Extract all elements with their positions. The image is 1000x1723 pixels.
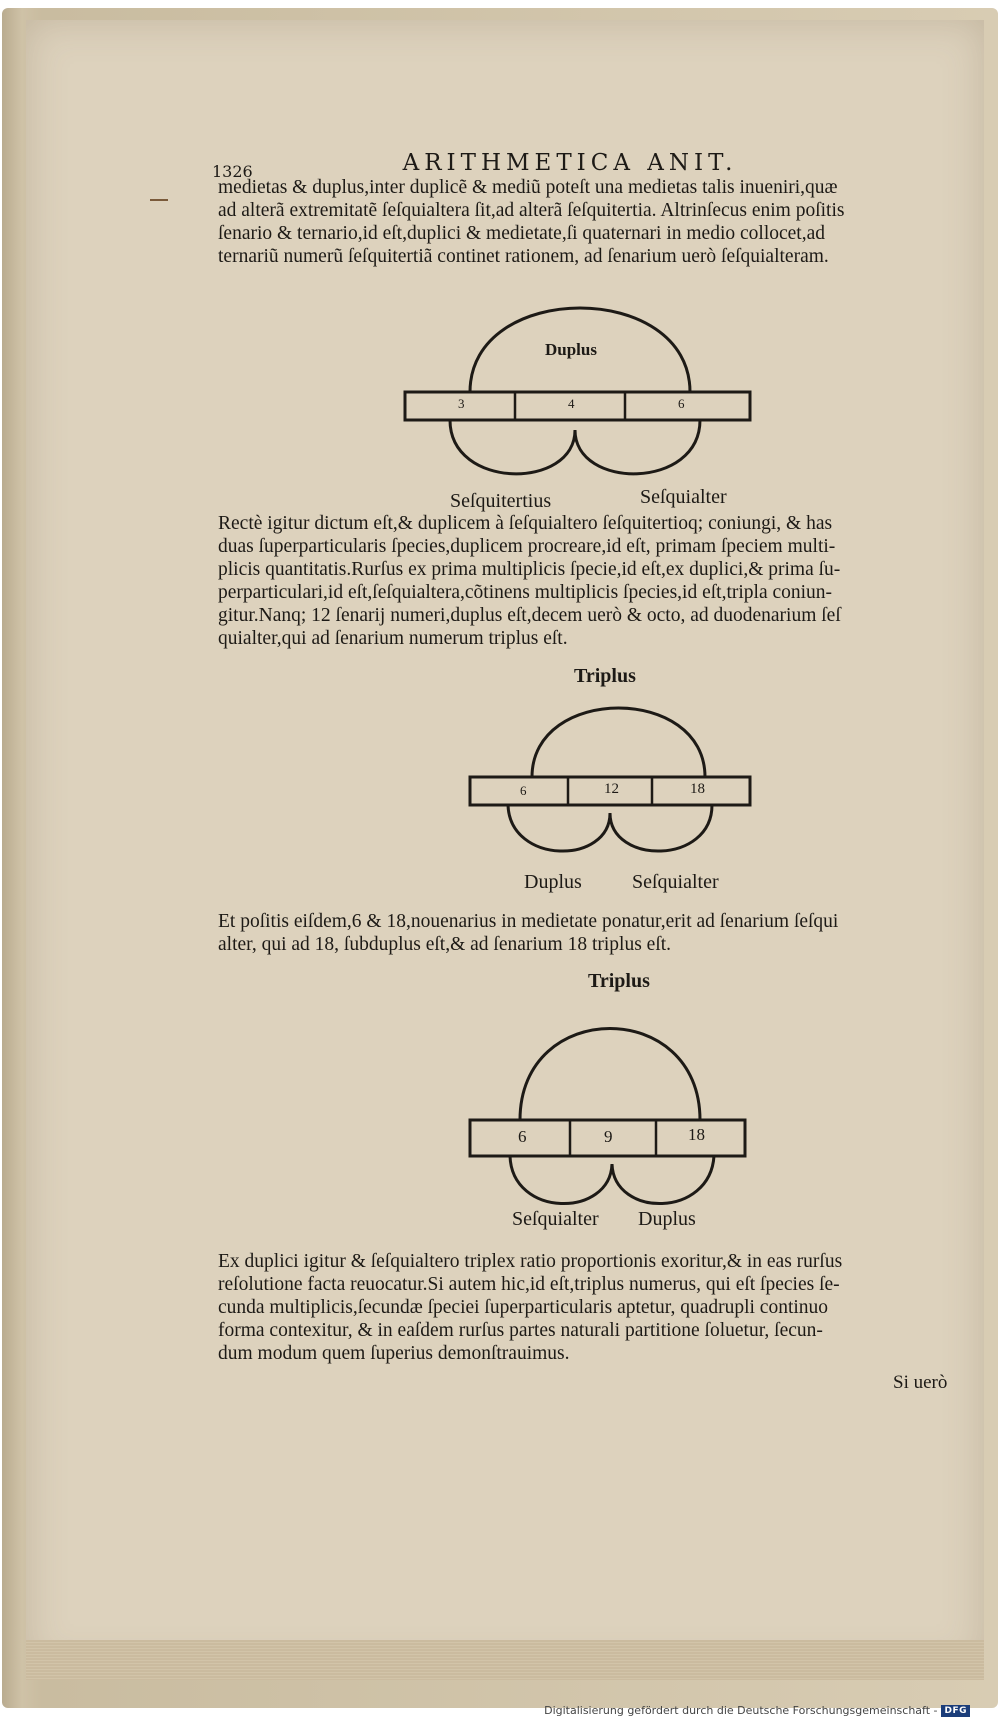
text-line: reſolutione facta reuocatur.Si autem hic,id eſt,triplus numerus, qui eſt ſpecies ſe- [218, 1274, 840, 1295]
page-edges [26, 1640, 984, 1680]
text-line: forma contexitur, & in eaſdem rurſus partes naturali partitione ſoluetur, ſecun- [218, 1320, 823, 1341]
paragraph-4 [218, 1250, 930, 1365]
text-line: medietas & duplus,inter duplicẽ & mediũ poteſt una medietas talis inueniri,quæ [218, 177, 838, 198]
margin-mark [150, 199, 168, 201]
text-line: duas ſuperparticularis ſpecies,duplicem procreare,id eſt, primam ſpeciem multi- [218, 536, 836, 557]
paragraph-1 [218, 176, 930, 268]
figure-triplus-1 [470, 665, 770, 893]
figure-triplus-1-drawing [470, 665, 770, 865]
text-line: alter, qui ad 18, ſubduplus eſt,& ad ſenarium 18 triplus eſt. [218, 934, 672, 955]
figure-bottom-right-label: Duplus [638, 1208, 696, 1230]
catchword: Si uerò [893, 1372, 948, 1393]
figure-cell-value: 6 [518, 1127, 527, 1146]
text-line: Et poſitis eiſdem,6 & 18,nouenarius in medietate ponatur,erit ad ſenarium ſeſqui [218, 911, 839, 932]
text-line: cunda multiplicis,ſecundæ ſpeciei ſuperparticularis aptetur, quadrupli continuo [218, 1297, 829, 1318]
figure-cell-value: 6 [520, 783, 527, 798]
figure-bottom-right-label: Seſquialter [640, 486, 727, 508]
credit-text: Digitalisierung gefördert durch die Deutsche Forschungsgemeinschaft - [544, 1704, 938, 1717]
figure-cell-value: 9 [604, 1127, 613, 1146]
figure-duplus-drawing [400, 300, 780, 500]
text-line: quialter,qui ad ſenarium numerum triplus eſt. [218, 628, 568, 649]
figure-bottom-right-label: Seſquialter [632, 871, 719, 893]
figure-cell-value: 3 [458, 396, 465, 411]
figure-cell-value: 18 [688, 1125, 705, 1144]
figure-cell-value: 6 [678, 396, 685, 411]
figure-top-label: Triplus [574, 665, 636, 687]
digitization-credit [544, 1704, 970, 1717]
page-number: 1326 [212, 162, 253, 181]
text-line: dum modum quem ſuperius demonſtrauimus. [218, 1343, 570, 1364]
figure-top-label: Duplus [545, 340, 597, 359]
text-line: perparticulari,id eſt,ſeſquialtera,cõtinens multiplicis ſpecies,id eſt,tripla coniun- [218, 582, 833, 603]
figure-top-label: Triplus [588, 970, 650, 992]
figure-cell-value: 12 [604, 781, 619, 797]
text-line: gitur.Nanq; 12 ſenarij numeri,duplus eſt,decem uerò & octo, ad duodenarium ſeſ [218, 605, 841, 626]
figure-bottom-left-label: Seſquitertius [450, 490, 552, 512]
paragraph-3 [218, 910, 930, 956]
text-line: Ex duplici igitur & ſeſquialtero triplex ratio proportionis exoritur,& in eas rurſus [218, 1251, 843, 1272]
dfg-logo: DFG [941, 1705, 970, 1717]
text-line: plicis quantitatis.Rurſus ex prima multiplicis ſpecie,id eſt,ex duplici,& prima ſu- [218, 559, 841, 580]
text-line: ternariũ numerũ ſeſquitertiã continet rationem, ad ſenarium uerò ſeſquialteram. [218, 246, 829, 267]
figure-bottom-left-label: Duplus [524, 871, 582, 893]
figure-triplus-2-drawing [470, 968, 770, 1218]
text-line: ad alterã extremitatẽ ſeſquialtera ſit,ad alterã ſeſquitertia. Altrinſecus enim poſitis [218, 200, 845, 221]
running-head [210, 150, 930, 176]
figure-cell-value: 4 [568, 396, 575, 411]
paragraph-2 [218, 512, 930, 650]
figure-triplus-2 [470, 968, 770, 1230]
figure-duplus [400, 300, 780, 512]
figure-bottom-left-label: Seſquialter [512, 1208, 599, 1230]
text-line: Rectè igitur dictum eſt,& duplicem à ſeſquialtero ſeſquitertioq; coniungi, & has [218, 513, 833, 534]
running-head-title: ARITHMETICA ANIT. [402, 150, 738, 176]
figure-cell-value: 18 [690, 781, 705, 797]
text-line: ſenario & ternario,id eſt,duplici & medietate,ſi quaternari in medio collocet,ad [218, 223, 825, 244]
